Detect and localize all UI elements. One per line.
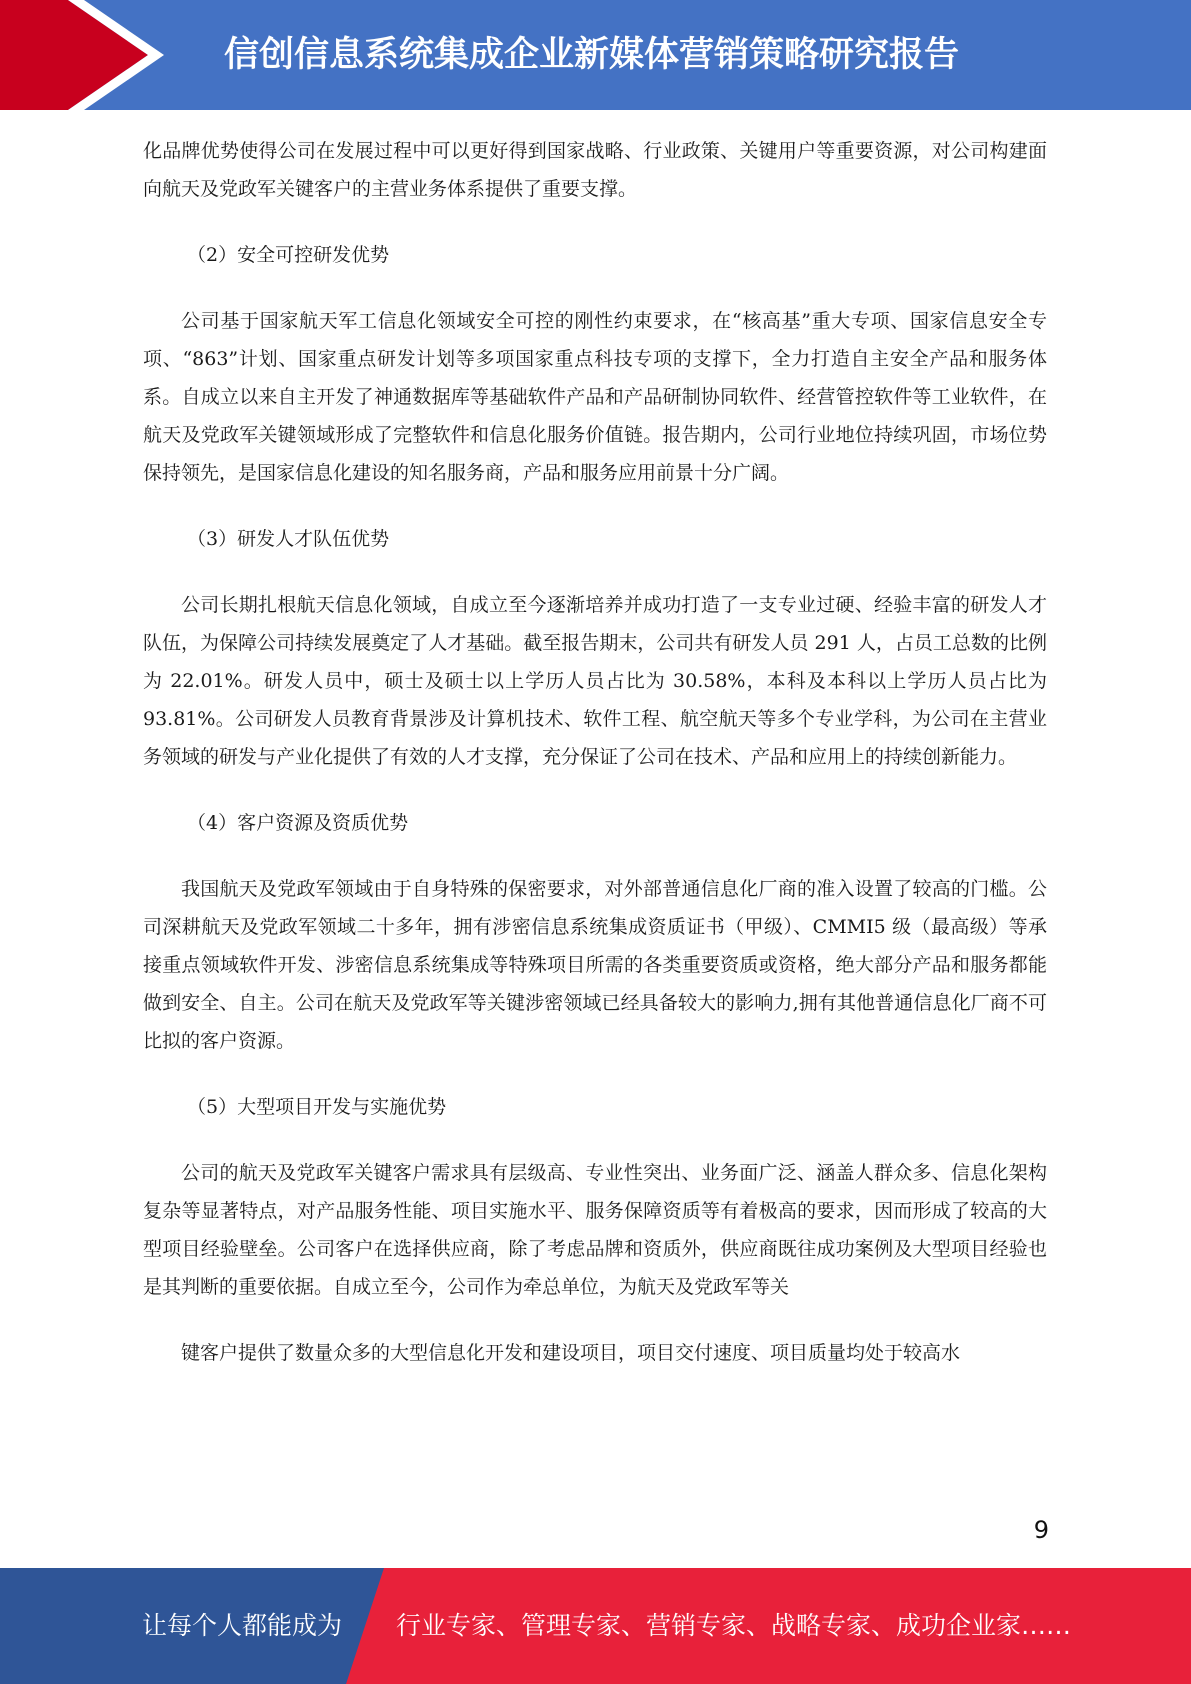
section-heading-5: （5）大型项目开发与实施优势 xyxy=(187,1096,447,1118)
paragraph-intro: 化品牌优势使得公司在发展过程中可以更好得到国家战略、行业政策、关键用户等重要资源，对公司构建面向航天及党政军关键客户的主营业务体系提供了重要支撑。 xyxy=(143,140,1047,200)
paragraph-4: 我国航天及党政军领域由于自身特殊的保密要求，对外部普通信息化厂商的准入设置了较高的门槛。公司深耕航天及党政军领域二十多年，拥有涉密信息系统集成资质证书（甲级）、CMMI5 级（最高级）等承接重点领域软件开发、涉密信息系统集成等特殊项目所需的各类重要资质或资格，绝大部分产品和服务都能做到安全、自主。公司在航天及党政军等关键涉密领域已经具备较大的影响力,拥有其他普通信息化厂商不可比拟的客户资源。 xyxy=(143,878,1047,1052)
page-content xyxy=(143,132,1047,1400)
paragraph-6: 键客户提供了数量众多的大型信息化开发和建设项目，项目交付速度、项目质量均处于较高水 xyxy=(181,1342,961,1364)
report-title: 信创信息系统集成企业新媒体营销策略研究报告 xyxy=(224,35,960,75)
section-heading-3: （3）研发人才队伍优势 xyxy=(187,528,390,550)
section-heading-2: （2）安全可控研发优势 xyxy=(187,244,390,266)
section-heading-4: （4）客户资源及资质优势 xyxy=(187,812,409,834)
paragraph-3: 公司长期扎根航天信息化领域，自成立至今逐渐培养并成功打造了一支专业过硬、经验丰富的研发人才队伍，为保障公司持续发展奠定了人才基础。截至报告期末，公司共有研发人员 291 人，占员工总数的比例为 22.01%。研发人员中，硕士及硕士以上学历人员占比为 30.58%，本科及本科以上学历人员占比为 93.81%。公司研发人员教育背景涉及计算机技术、软件工程、航空航天等多个专业学科，为公司在主营业务领域的研发与产业化提供了有效的人才支撑，充分保证了公司在技术、产品和应用上的持续创新能力。 xyxy=(143,594,1047,768)
paragraph-2: 公司基于国家航天军工信息化领域安全可控的刚性约束要求，在“核高基”重大专项、国家信息安全专项、“863”计划、国家重点研发计划等多项国家重点科技专项的支撑下，全力打造自主安全产品和服务体系。自成立以来自主开发了神通数据库等基础软件产品和产品研制协同软件、经营管控软件等工业软件，在航天及党政军关键领域形成了完整软件和信息化服务价值链。报告期内，公司行业地位持续巩固，市场位势保持领先，是国家信息化建设的知名服务商，产品和服务应用前景十分广阔。 xyxy=(143,310,1047,484)
footer-slogan-left: 让每个人都能成为 xyxy=(142,1611,343,1640)
report-header xyxy=(0,0,1191,110)
report-footer xyxy=(0,1568,1191,1684)
paragraph-5: 公司的航天及党政军关键客户需求具有层级高、专业性突出、业务面广泛、涵盖人群众多、信息化架构复杂等显著特点，对产品服务性能、项目实施水平、服务保障资质等有着极高的要求，因而形成了较高的大型项目经验壁垒。公司客户在选择供应商，除了考虑品牌和资质外，供应商既往成功案例及大型项目经验也是其判断的重要依据。自成立至今，公司作为牵总单位，为航天及党政军等关 xyxy=(143,1162,1047,1298)
page-number: 9 xyxy=(1033,1516,1049,1544)
footer-slogan-right: 行业专家、管理专家、营销专家、战略专家、成功企业家…… xyxy=(396,1611,1072,1640)
